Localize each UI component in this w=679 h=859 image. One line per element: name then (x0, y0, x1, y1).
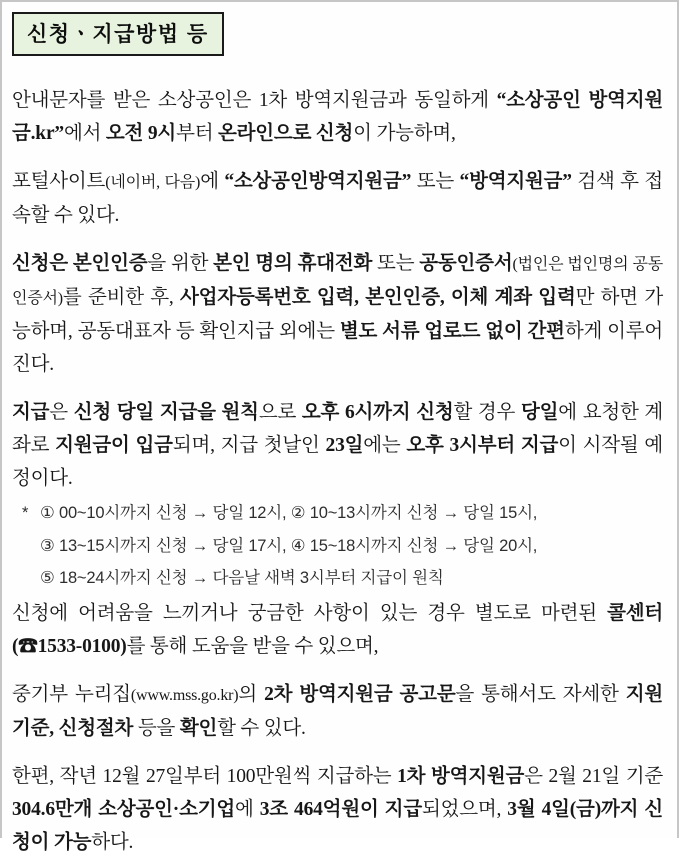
note-line: ① 00~10시까지 신청 → 당일 12시, ② 10~13시까지 신청 → 당일 15시, (40, 504, 538, 522)
text-run: 온라인으로 신청 (218, 123, 354, 144)
note-line: ③ 13~15시까지 신청 → 당일 17시, ④ 15~18시까지 신청 → 당일 20시, (40, 536, 538, 555)
text-run: 부터 (176, 123, 219, 144)
text-run: 당일 (520, 402, 559, 423)
text-run: 23일 (325, 435, 364, 456)
text-run: 본인 명의 휴대전화 (213, 253, 373, 274)
text-run: 을 위한 (147, 253, 214, 274)
text-run: 하다. (91, 831, 134, 853)
text-run: “소상공인 방역지원금.kr” (12, 90, 663, 144)
text-run: 지원금이 입금 (55, 435, 173, 456)
text-run: 오전 9시 (105, 123, 177, 144)
text-run: 포털사이트 (12, 171, 106, 192)
text-run: 에 (200, 171, 225, 192)
text-run: 에서 (63, 123, 106, 144)
text-run: 은 2월 21일 기준 (524, 765, 663, 787)
text-run: “소상공인방역지원금” (224, 171, 412, 192)
para-first-round-status (12, 760, 663, 859)
text-run: 신청에 어려움을 느끼거나 궁금한 사항이 있는 경우 별도로 마련된 (12, 602, 608, 624)
note-line: ⑤ 18~24시까지 신청 → 다음날 새벽 3시부터 지급이 원칙 (40, 569, 444, 587)
text-run: 되며, 지급 첫날인 (172, 435, 326, 456)
text-run: 으로 (258, 402, 302, 423)
section-title: 신청ㆍ지급방법 등 (27, 23, 209, 46)
text-run: 304.6만개 소상공인·소기업 (12, 798, 236, 820)
text-run: 콜센터(☎1533-0100) (12, 602, 663, 657)
para-payment-timing (12, 396, 663, 495)
section-title-box (12, 12, 224, 56)
text-run: (www.mss.go.kr) (130, 686, 239, 704)
text-run: (네이버, 다음) (105, 174, 201, 191)
text-run: 사업자등록번호 입력, 본인인증, 이체 계좌 입력 (180, 287, 576, 308)
text-run: 은 (49, 402, 74, 423)
text-run: 오후 6시까지 신청 (301, 402, 454, 423)
text-run: 오후 3시부터 지급 (406, 435, 559, 456)
text-run: 에 (235, 798, 260, 820)
note-lines (40, 497, 663, 595)
text-run: 3조 464억원이 지급 (259, 798, 422, 820)
text-run: 안내문자를 받은 소상공인은 1차 방역지원금과 동일하게 (12, 90, 497, 111)
text-run: 되었으며, (421, 798, 508, 820)
text-run: 또는 (372, 253, 420, 274)
text-run: (법인은 법인명의 공동인증서) (12, 256, 663, 307)
text-run: 또는 (411, 171, 460, 192)
text-run: 2차 방역지원금 공고문 (264, 683, 456, 705)
text-run: 만 하면 가능하며, 공동대표자 등 확인지급 외에는 (12, 287, 663, 342)
text-run: 하게 이루어진다. (12, 321, 663, 375)
text-run: 1차 방역지원금 (397, 765, 525, 787)
text-run: 지원기준, 신청절차 (12, 683, 663, 739)
para-portal-search (12, 165, 663, 232)
text-run: 별도 서류 업로드 없이 간편 (339, 321, 565, 342)
text-run: 을 통해서도 자세한 (455, 683, 626, 705)
text-run: 등을 (133, 717, 180, 739)
text-run: 를 준비한 후, (62, 287, 181, 308)
text-run: 3월 4일(금)까지 신청이 가능 (12, 798, 663, 853)
text-run: 이 시작될 예정이다. (12, 435, 664, 489)
para-mss-website (12, 678, 663, 745)
text-run: 할 경우 (453, 402, 521, 423)
text-run: 신청 당일 지급을 원칙 (73, 402, 259, 423)
text-run: 이 가능하며, (353, 123, 456, 144)
note-marker: * (22, 504, 29, 522)
text-run: 공동인증서 (419, 253, 513, 274)
text-run: 한편, 작년 12월 27일부터 100만원씩 지급하는 (12, 765, 398, 787)
para-online-application (12, 84, 663, 150)
text-run: 에 요청한 계좌로 (12, 402, 664, 456)
text-run: 검색 후 접속할 수 있다. (12, 171, 663, 226)
text-run: 의 (238, 683, 265, 705)
note-payment-schedule (12, 497, 663, 595)
para-application-requirements (12, 247, 663, 381)
text-run: 중기부 누리집 (12, 683, 131, 705)
para-call-center (12, 597, 663, 663)
text-run: 에는 (363, 435, 407, 456)
text-run: “방역지원금” (459, 171, 572, 192)
text-run: 할 수 있다. (217, 717, 306, 739)
text-run: 지급 (12, 402, 50, 423)
text-run: 신청은 본인인증 (12, 253, 148, 274)
text-run: 를 통해 도움을 받을 수 있으며, (126, 635, 379, 657)
text-run: 확인 (179, 717, 218, 739)
